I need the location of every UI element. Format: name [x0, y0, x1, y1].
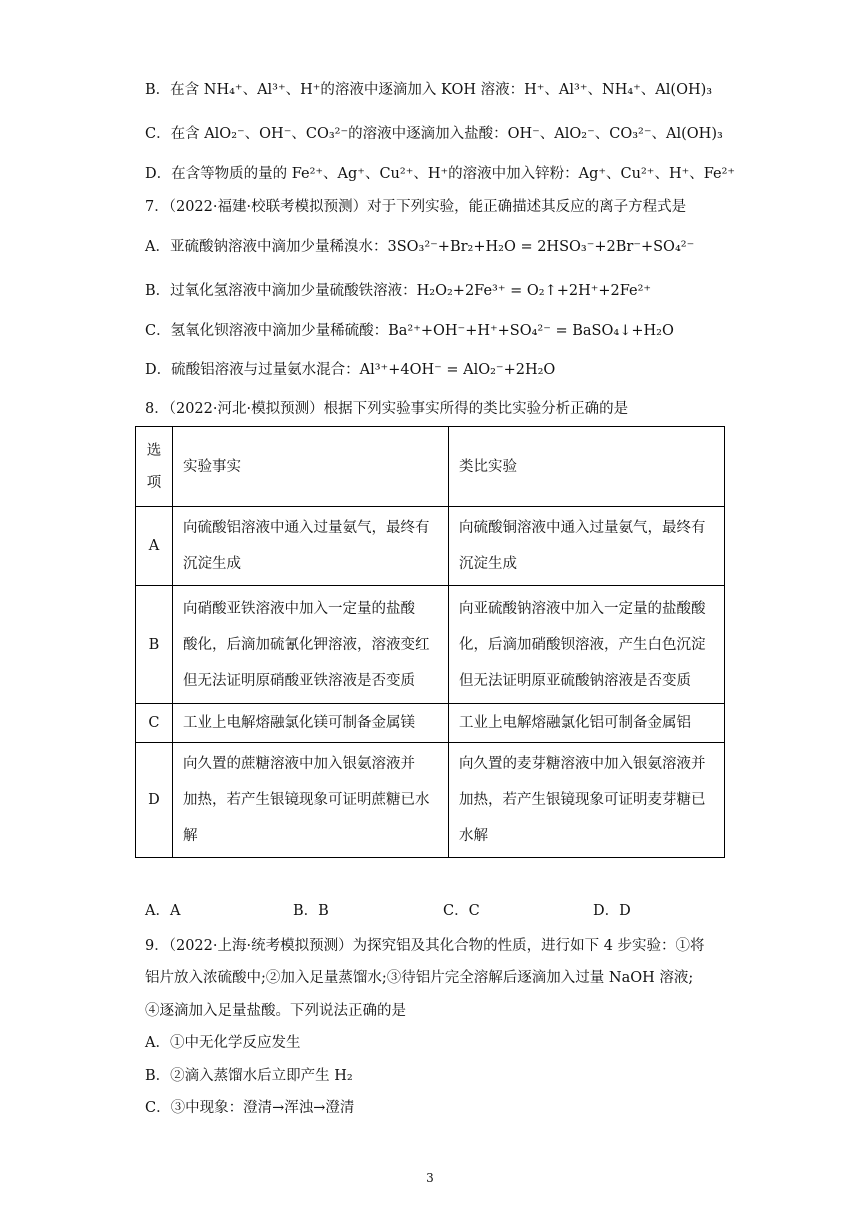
table-row: [136, 743, 725, 858]
q9-option-a: A．①中无化学反应发生: [145, 1035, 301, 1051]
q9-stem-line-3: ④逐滴加入足量盐酸。下列说法正确的是: [145, 1003, 406, 1019]
q8-answer-c: C．C: [443, 903, 480, 919]
q9-option-c: C．③中现象：澄清→浑浊→澄清: [145, 1100, 355, 1116]
row-fact: 向硫酸铝溶液中通入过量氨气，最终有 沉淀生成: [172, 507, 448, 586]
q6-option-b: B．在含 NH₄⁺、Al³⁺、H⁺的溶液中逐滴加入 KOH 溶液：H⁺、Al³⁺、NH₄⁺、Al(OH)₃: [145, 82, 713, 98]
q8-answer-b: B．B: [293, 903, 329, 919]
row-fact: 向久置的蔗糖溶液中加入银氨溶液并 加热，若产生银镜现象可证明蔗糖已水 解: [172, 743, 448, 858]
q7-option-d: D．硫酸铝溶液与过量氨水混合：Al³⁺+4OH⁻ = AlO₂⁻+2H₂O: [145, 362, 556, 378]
row-analogy: 向久置的麦芽糖溶液中加入银氨溶液并 加热，若产生银镜现象可证明麦芽糖已 水解: [448, 743, 724, 858]
row-label: B: [136, 586, 173, 704]
page-number: 3: [426, 1171, 434, 1185]
row-label: D: [136, 743, 173, 858]
row-analogy: 工业上电解熔融氯化铝可制备金属铝: [448, 704, 724, 743]
q8-answer-d: D．D: [593, 903, 631, 919]
header-fact: 实验事实: [172, 427, 448, 507]
q7-option-a: A．亚硫酸钠溶液中滴加少量稀溴水：3SO₃²⁻+Br₂+H₂O = 2HSO₃⁻+2Br⁻+SO₄²⁻: [145, 239, 695, 255]
q8-stem: 8．（2022·河北·模拟预测）根据下列实验事实所得的类比实验分析正确的是: [145, 401, 629, 417]
table-row: [136, 586, 725, 704]
row-analogy: 向亚硫酸钠溶液中加入一定量的盐酸酸 化，后滴加硝酸钡溶液，产生白色沉淀 但无法证明原亚硫酸钠溶液是否变质: [448, 586, 724, 704]
q6-option-d: D．在含等物质的量的 Fe²⁺、Ag⁺、Cu²⁺、H⁺的溶液中加入锌粉：Ag⁺、Cu²⁺、H⁺、Fe²⁺: [145, 166, 736, 182]
table-header-row: [136, 427, 725, 507]
header-analogy: 类比实验: [448, 427, 724, 507]
row-analogy: 向硫酸铜溶液中通入过量氨气，最终有 沉淀生成: [448, 507, 724, 586]
q9-stem-line-2: 铝片放入浓硫酸中;②加入足量蒸馏水;③待铝片完全溶解后逐滴加入过量 NaOH 溶液;: [145, 970, 694, 986]
row-fact: 工业上电解熔融氯化镁可制备金属镁: [172, 704, 448, 743]
q9-option-b: B．②滴入蒸馏水后立即产生 H₂: [145, 1068, 353, 1084]
experiment-table: [135, 426, 725, 858]
row-fact: 向硝酸亚铁溶液中加入一定量的盐酸 酸化，后滴加硫氰化钾溶液，溶液变红 但无法证明原硝酸亚铁溶液是否变质: [172, 586, 448, 704]
q7-stem: 7．（2022·福建·校联考模拟预测）对于下列实验，能正确描述其反应的离子方程式是: [145, 199, 687, 215]
q7-option-b: B．过氧化氢溶液中滴加少量硫酸铁溶液：H₂O₂+2Fe³⁺ = O₂↑+2H⁺+2Fe²⁺: [145, 283, 652, 299]
row-label: C: [136, 704, 173, 743]
header-option: 选 项: [136, 427, 173, 507]
table-row: [136, 704, 725, 743]
row-label: A: [136, 507, 173, 586]
q8-answer-a: A．A: [145, 903, 181, 919]
table-row: [136, 507, 725, 586]
q7-option-c: C．氢氧化钡溶液中滴加少量稀硫酸：Ba²⁺+OH⁻+H⁺+SO₄²⁻ = BaSO₄↓+H₂O: [145, 323, 674, 339]
q6-option-c: C．在含 AlO₂⁻、OH⁻、CO₃²⁻的溶液中逐滴加入盐酸：OH⁻、AlO₂⁻、CO₃²⁻、Al(OH)₃: [145, 126, 723, 142]
q9-stem-line-1: 9．（2022·上海·统考模拟预测）为探究铝及其化合物的性质，进行如下 4 步实验：①将: [145, 938, 705, 954]
